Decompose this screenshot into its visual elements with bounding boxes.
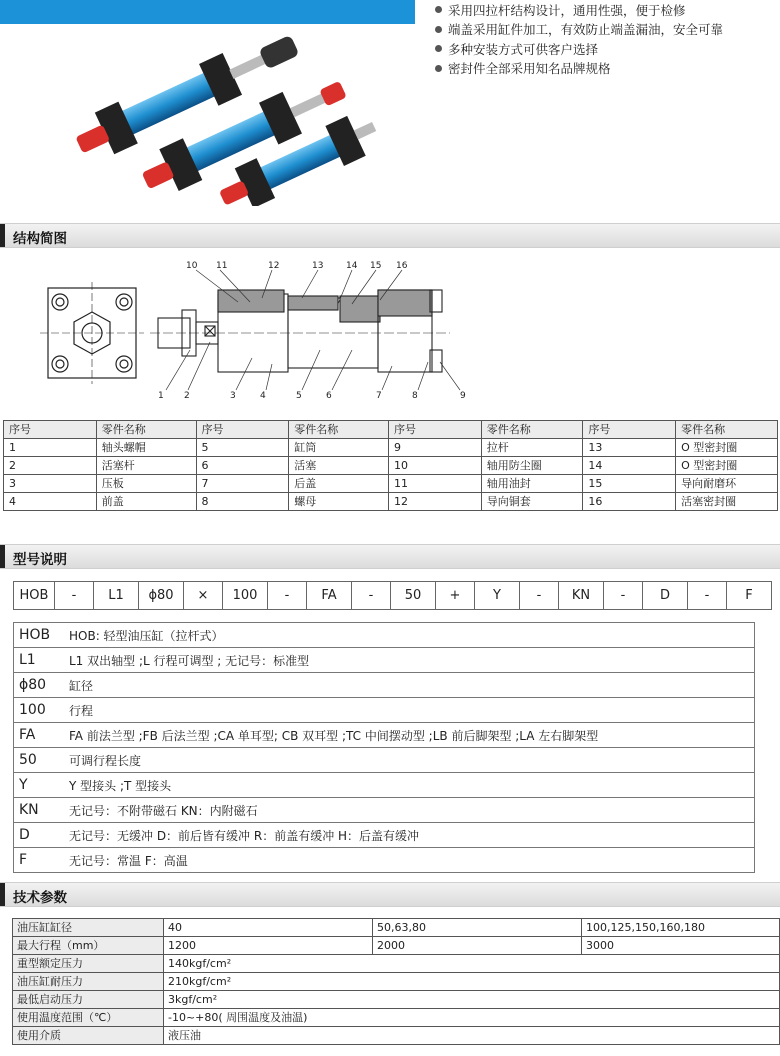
spec-label: 最低启动压力 bbox=[13, 991, 164, 1009]
model-explain-row bbox=[14, 823, 755, 848]
model-code-segment: + bbox=[435, 582, 474, 609]
section-title: 型号说明 bbox=[13, 552, 67, 568]
model-code-segment: 100 bbox=[222, 582, 267, 609]
model-explain-row bbox=[14, 723, 755, 748]
table-row bbox=[13, 991, 780, 1009]
table-cell: 1 bbox=[4, 439, 97, 457]
model-code-segment: Y bbox=[474, 582, 519, 609]
model-code-segment: F bbox=[726, 582, 771, 609]
model-code-description: 行程 bbox=[68, 698, 755, 723]
section-title: 结构简图 bbox=[13, 231, 67, 247]
table-cell: 12 bbox=[389, 493, 482, 511]
column-header: 序号 bbox=[4, 421, 97, 439]
table-cell: 4 bbox=[4, 493, 97, 511]
table-cell: O 型密封圈 bbox=[676, 439, 778, 457]
column-header: 零件名称 bbox=[676, 421, 778, 439]
table-cell: 压板 bbox=[96, 475, 196, 493]
callout-13: 13 bbox=[312, 261, 324, 271]
table-row bbox=[13, 937, 780, 955]
model-code-key: F bbox=[14, 848, 69, 873]
table-cell: 螺母 bbox=[289, 493, 389, 511]
table-cell: 7 bbox=[196, 475, 289, 493]
callout-8: 8 bbox=[412, 391, 418, 401]
spec-value: 2000 bbox=[373, 937, 582, 955]
model-code-segment: - bbox=[267, 582, 306, 609]
model-code-segment: HOB bbox=[19, 588, 49, 603]
model-explain-row bbox=[14, 698, 755, 723]
table-cell: 6 bbox=[196, 457, 289, 475]
callout-6: 6 bbox=[326, 391, 332, 401]
product-image bbox=[40, 36, 380, 206]
spec-label: 使用温度范围（℃） bbox=[13, 1009, 164, 1027]
model-code-segment: D bbox=[642, 582, 687, 609]
column-header: 序号 bbox=[583, 421, 676, 439]
callout-16: 16 bbox=[396, 261, 408, 271]
table-row bbox=[4, 493, 778, 511]
model-code-segment: × bbox=[183, 582, 222, 609]
table-cell: 导向铜套 bbox=[481, 493, 583, 511]
table-cell: 10 bbox=[389, 457, 482, 475]
model-code-description: 缸径 bbox=[68, 673, 755, 698]
table-cell: 导向耐磨环 bbox=[676, 475, 778, 493]
table-row bbox=[13, 973, 780, 991]
spec-label: 油压缸缸径 bbox=[13, 919, 164, 937]
callout-7: 7 bbox=[376, 391, 382, 401]
model-code-strip bbox=[13, 581, 772, 610]
feature-item: 端盖采用缸件加工，有效防止端盖漏油，安全可靠 bbox=[435, 20, 780, 40]
section-header-model bbox=[0, 544, 780, 569]
column-header: 零件名称 bbox=[96, 421, 196, 439]
callout-15: 15 bbox=[370, 261, 382, 271]
table-cell: 15 bbox=[583, 475, 676, 493]
model-explain-row bbox=[14, 798, 755, 823]
table-cell: 活塞杆 bbox=[96, 457, 196, 475]
model-code-segment: - bbox=[54, 582, 93, 609]
table-cell: 缸筒 bbox=[289, 439, 389, 457]
spec-label: 油压缸耐压力 bbox=[13, 973, 164, 991]
model-code-description: HOB: 轻型油压缸（拉杆式） bbox=[68, 623, 755, 648]
model-code-segment: 50 bbox=[390, 582, 435, 609]
model-explain-row bbox=[14, 773, 755, 798]
model-explain-table bbox=[13, 622, 755, 873]
table-header-row bbox=[4, 421, 778, 439]
model-code-segment: FA bbox=[306, 582, 351, 609]
table-cell: O 型密封圈 bbox=[676, 457, 778, 475]
spec-label: 重型额定压力 bbox=[13, 955, 164, 973]
model-explain-row bbox=[14, 648, 755, 673]
callout-10: 10 bbox=[186, 261, 198, 271]
model-code-description: Y 型接头 ;T 型接头 bbox=[68, 773, 755, 798]
callout-4: 4 bbox=[260, 391, 266, 401]
model-code-description: FA 前法兰型 ;FB 后法兰型 ;CA 单耳型; CB 双耳型 ;TC 中间摆动型 ;LB 前后脚架型 ;LA 左右脚架型 bbox=[68, 723, 755, 748]
callout-1: 1 bbox=[158, 391, 164, 401]
model-code-segment: - bbox=[519, 582, 558, 609]
tech-table bbox=[12, 918, 780, 1045]
callout-12: 12 bbox=[268, 261, 280, 271]
table-row bbox=[4, 475, 778, 493]
table-cell: 16 bbox=[583, 493, 676, 511]
model-code-key: HOB bbox=[14, 623, 69, 648]
spec-value: 3kgf/cm² bbox=[164, 991, 780, 1009]
model-code-key: Y bbox=[14, 773, 69, 798]
model-code-key: D bbox=[14, 823, 69, 848]
side-view bbox=[150, 290, 450, 372]
model-code-key: 100 bbox=[14, 698, 69, 723]
callout-9: 9 bbox=[460, 391, 466, 401]
table-row bbox=[13, 955, 780, 973]
spec-value: 50,63,80 bbox=[373, 919, 582, 937]
model-code-description: 无记号：不附带磁石 KN：内附磁石 bbox=[68, 798, 755, 823]
feature-list bbox=[435, 0, 780, 78]
table-cell: 前盖 bbox=[96, 493, 196, 511]
feature-item: 密封件全部采用知名品牌规格 bbox=[435, 59, 780, 79]
table-cell: 活塞 bbox=[289, 457, 389, 475]
table-cell: 9 bbox=[389, 439, 482, 457]
spec-value: 1200 bbox=[164, 937, 373, 955]
table-cell: 3 bbox=[4, 475, 97, 493]
feature-item: 多种安装方式可供客户选择 bbox=[435, 39, 780, 59]
model-code-key: L1 bbox=[14, 648, 69, 673]
model-explain-row bbox=[14, 673, 755, 698]
model-code-segment: KN bbox=[558, 582, 603, 609]
column-header: 零件名称 bbox=[481, 421, 583, 439]
model-code-description: 无记号：常温 F：高温 bbox=[68, 848, 755, 873]
model-code-description: L1 双出轴型 ;L 行程可调型 ; 无记号：标准型 bbox=[68, 648, 755, 673]
model-code-description: 可调行程长度 bbox=[68, 748, 755, 773]
spec-value: -10~+80( 周围温度及油温) bbox=[164, 1009, 780, 1027]
table-row bbox=[13, 1027, 780, 1045]
spec-value: 40 bbox=[164, 919, 373, 937]
callout-11: 11 bbox=[216, 261, 228, 271]
model-code-description: 无记号：无缓冲 D：前后皆有缓冲 R：前盖有缓冲 H：后盖有缓冲 bbox=[68, 823, 755, 848]
table-cell: 8 bbox=[196, 493, 289, 511]
model-code-segment: L1 bbox=[93, 582, 138, 609]
feature-item: 采用四拉杆结构设计，通用性强，便于检修 bbox=[435, 0, 780, 20]
model-code-segment: - bbox=[687, 582, 726, 609]
table-row bbox=[4, 457, 778, 475]
section-header-structure bbox=[0, 223, 780, 248]
table-cell: 轴用油封 bbox=[481, 475, 583, 493]
model-code-segment: - bbox=[603, 582, 642, 609]
spec-value: 3000 bbox=[582, 937, 780, 955]
parts-table bbox=[3, 420, 778, 511]
model-explain-row bbox=[14, 748, 755, 773]
table-cell: 拉杆 bbox=[481, 439, 583, 457]
spec-value: 140kgf/cm² bbox=[164, 955, 780, 973]
spec-label: 使用介质 bbox=[13, 1027, 164, 1045]
model-explain-row bbox=[14, 623, 755, 648]
spec-value: 210kgf/cm² bbox=[164, 973, 780, 991]
table-cell: 后盖 bbox=[289, 475, 389, 493]
callout-3: 3 bbox=[230, 391, 236, 401]
spec-value: 100,125,150,160,180 bbox=[582, 919, 780, 937]
section-title: 技术参数 bbox=[13, 890, 67, 906]
table-cell: 5 bbox=[196, 439, 289, 457]
column-header: 序号 bbox=[196, 421, 289, 439]
table-row bbox=[13, 1009, 780, 1027]
table-cell: 2 bbox=[4, 457, 97, 475]
table-cell: 轴用防尘圈 bbox=[481, 457, 583, 475]
table-cell: 11 bbox=[389, 475, 482, 493]
model-code-segment: ϕ80 bbox=[138, 582, 183, 609]
callout-5: 5 bbox=[296, 391, 302, 401]
spec-value: 液压油 bbox=[164, 1027, 780, 1045]
table-cell: 13 bbox=[583, 439, 676, 457]
structure-diagram bbox=[40, 258, 480, 408]
model-code-key: KN bbox=[14, 798, 69, 823]
column-header: 零件名称 bbox=[289, 421, 389, 439]
end-view bbox=[40, 282, 144, 384]
table-cell: 轴头螺帽 bbox=[96, 439, 196, 457]
column-header: 序号 bbox=[389, 421, 482, 439]
header-accent-bar bbox=[0, 0, 415, 24]
model-code-key: 50 bbox=[14, 748, 69, 773]
callout-14: 14 bbox=[346, 261, 358, 271]
model-code-key: ϕ80 bbox=[14, 673, 69, 698]
model-explain-row bbox=[14, 848, 755, 873]
table-row bbox=[13, 919, 780, 937]
model-code-key: FA bbox=[14, 723, 69, 748]
table-row bbox=[4, 439, 778, 457]
model-code-segment: - bbox=[351, 582, 390, 609]
table-cell: 活塞密封圈 bbox=[676, 493, 778, 511]
callout-2: 2 bbox=[184, 391, 190, 401]
spec-label: 最大行程（mm） bbox=[13, 937, 164, 955]
section-header-tech bbox=[0, 882, 780, 907]
table-cell: 14 bbox=[583, 457, 676, 475]
